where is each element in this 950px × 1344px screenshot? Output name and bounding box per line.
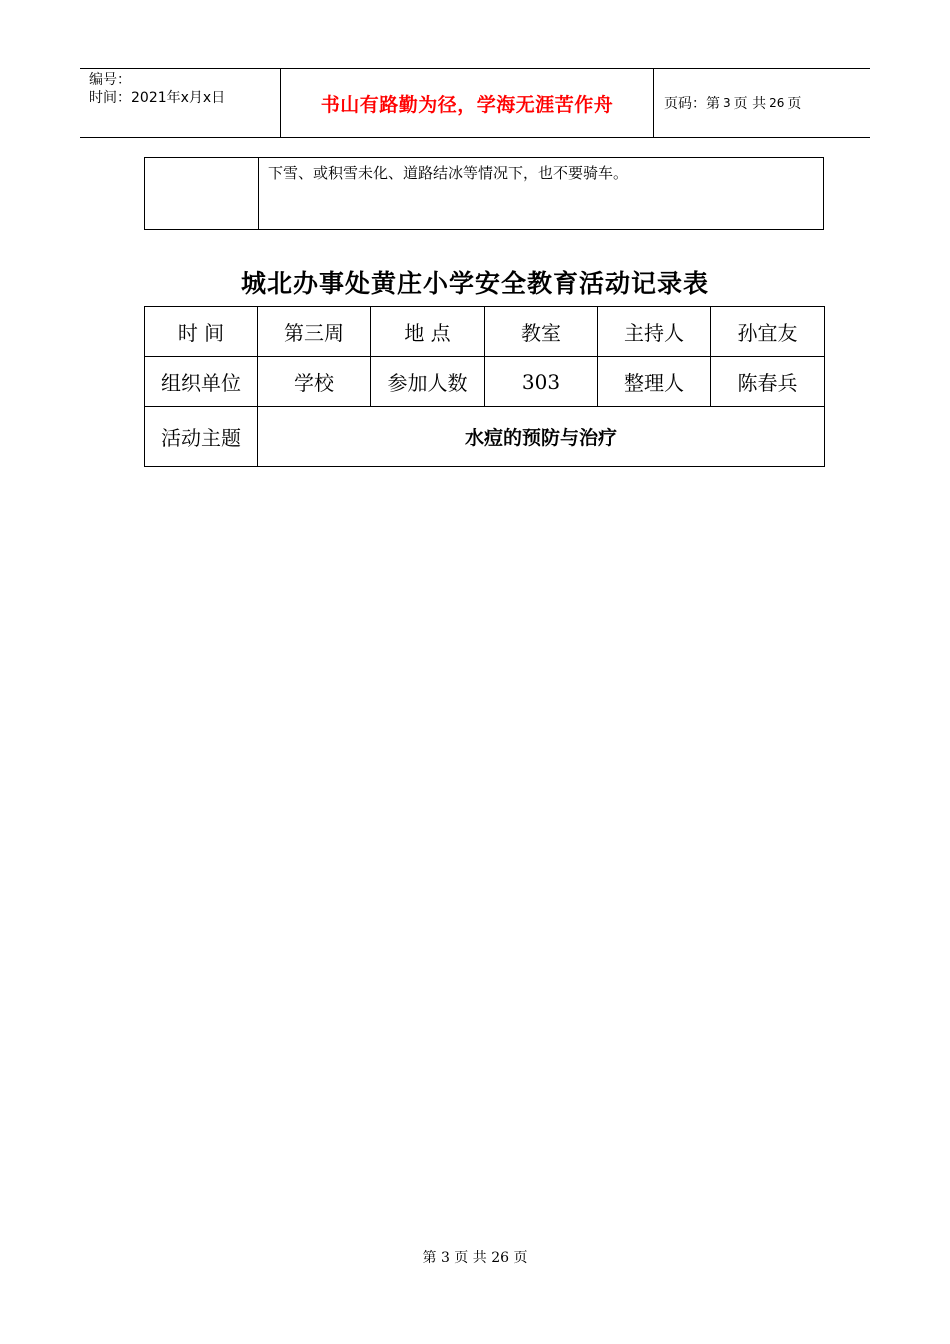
continuation-text: 下雪、或积雪未化、道路结冰等情况下，也不要骑车。 <box>268 164 629 182</box>
place-value: 教室 <box>485 307 598 357</box>
time-label: 时 间 <box>145 307 258 357</box>
theme-label: 活动主题 <box>145 407 258 467</box>
table-row <box>145 357 825 407</box>
header-page-info <box>654 69 870 137</box>
theme-value: 水痘的预防与治疗 <box>258 407 825 467</box>
page-mid: 页 共 <box>733 96 767 112</box>
total-pages: 26 <box>769 96 785 110</box>
record-table <box>144 306 825 467</box>
org-value: 学校 <box>258 357 371 407</box>
org-label: 组织单位 <box>145 357 258 407</box>
date-line: 时间：2021年x月x日 <box>89 90 226 106</box>
continuation-empty-cell <box>145 158 259 229</box>
host-value: 孙宜友 <box>711 307 825 357</box>
page-suffix: 页 <box>787 96 802 112</box>
page-title: 城北办事处黄庄小学安全教育活动记录表 <box>240 269 709 298</box>
time-value: 第三周 <box>258 307 371 357</box>
count-label: 参加人数 <box>371 357 485 407</box>
page-number: 3 <box>723 96 731 110</box>
host-label: 主持人 <box>598 307 711 357</box>
continuation-table <box>144 157 824 230</box>
code-label: 编号： <box>89 72 131 88</box>
count-value: 303 <box>485 357 598 407</box>
table-row <box>145 307 825 357</box>
page-footer: 第 3 页 共 26 页 <box>422 1250 528 1266</box>
editor-value: 陈春兵 <box>711 357 825 407</box>
page-header <box>80 68 870 138</box>
table-row <box>145 407 825 467</box>
page-prefix: 页码：第 <box>664 96 720 112</box>
header-motto: 书山有路勤为径，学海无涯苦作舟 <box>281 69 654 137</box>
header-meta <box>80 69 281 137</box>
place-label: 地 点 <box>371 307 485 357</box>
editor-label: 整理人 <box>598 357 711 407</box>
